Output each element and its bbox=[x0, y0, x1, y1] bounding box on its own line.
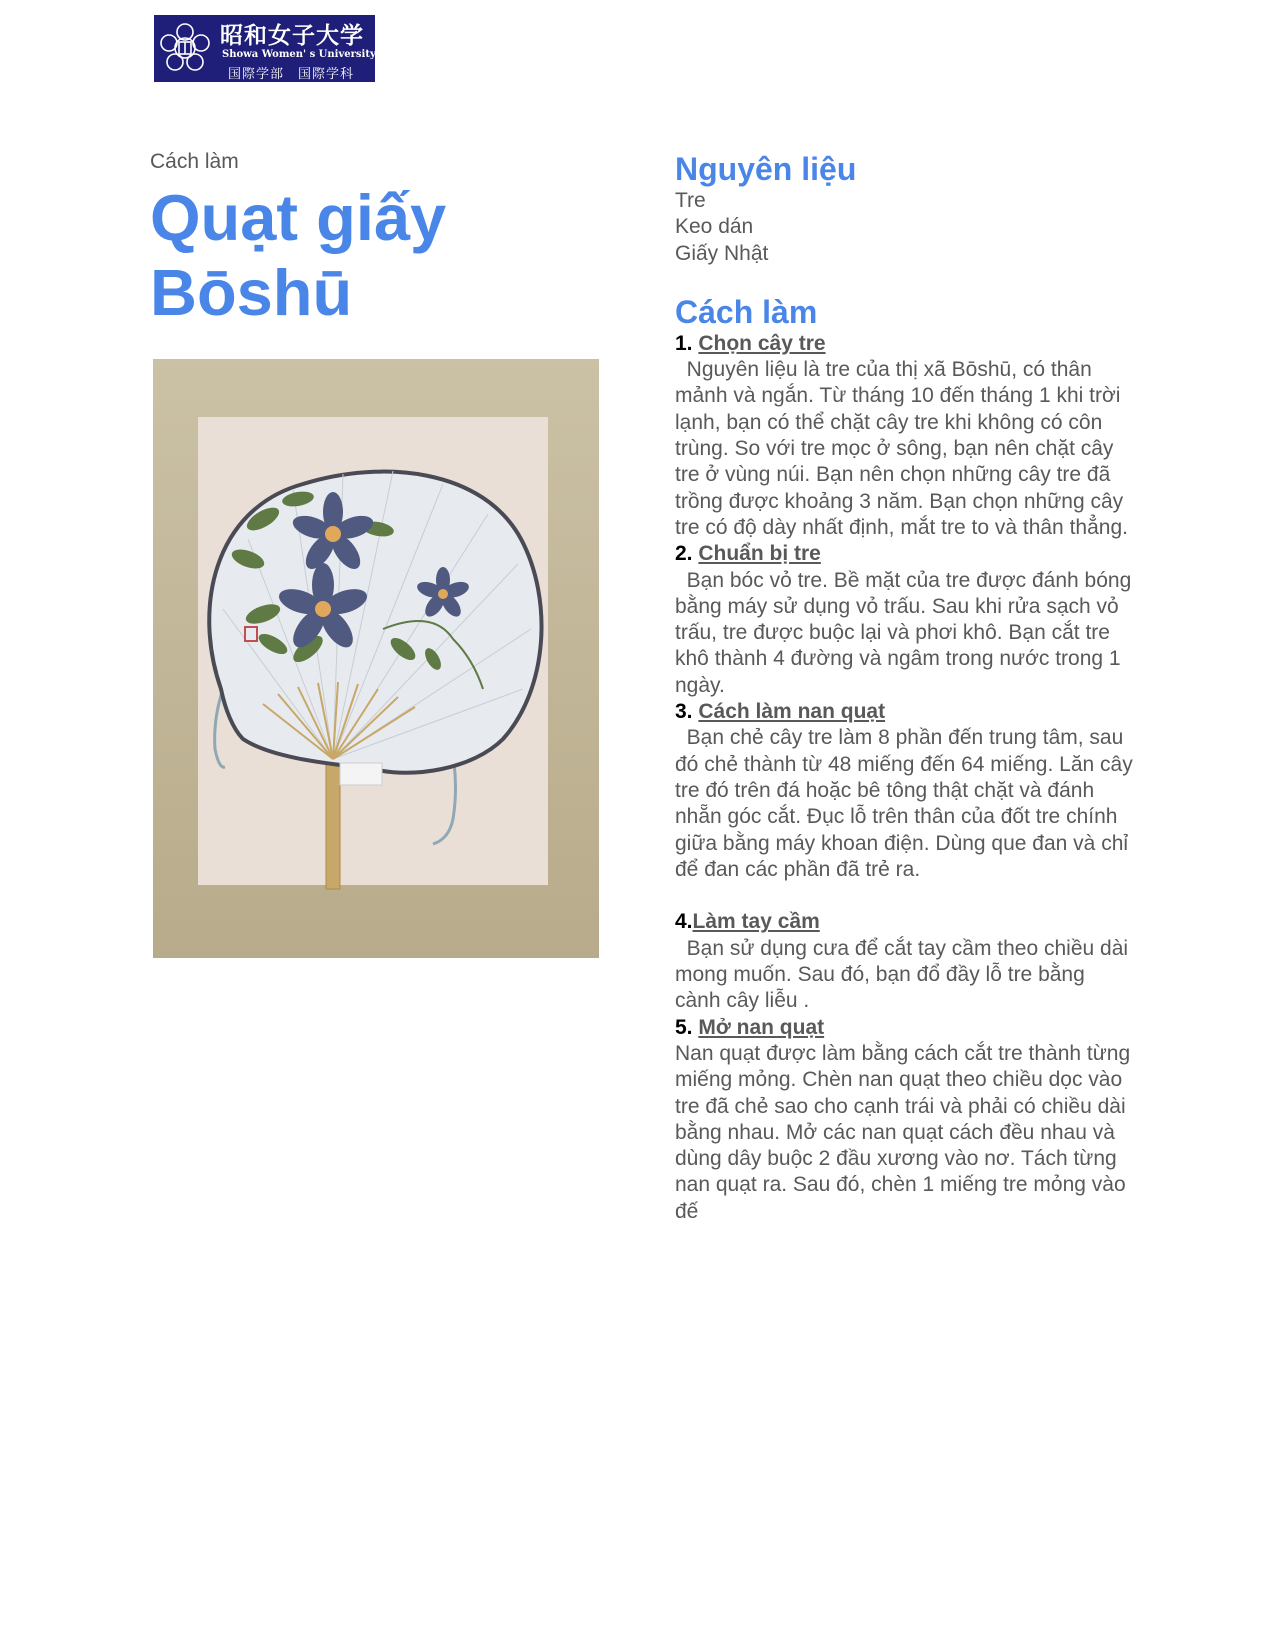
university-seal-icon bbox=[158, 21, 212, 75]
page-title bbox=[150, 180, 610, 330]
university-name-jp: 昭和女子大学 bbox=[220, 22, 364, 49]
step-heading bbox=[675, 541, 1135, 567]
step-text bbox=[675, 568, 1135, 699]
step-heading bbox=[675, 331, 1135, 357]
university-name-en: Showa Women' s University bbox=[222, 49, 376, 60]
step-title: Chuẩn bị tre bbox=[698, 542, 821, 566]
step-number: 3. bbox=[675, 700, 693, 724]
university-logo bbox=[154, 15, 375, 82]
step-text-body: Bạn bóc vỏ tre. Bề mặt của tre được đánh bóng bằng máy sử dụng vỏ trấu. Sau khi rửa sạch vỏ trấu, tre được buộc lại và phơi khô. Bạn cắt tre khô thành 4 đường và ngâm trong nước trong 1 ngày. bbox=[675, 568, 1132, 697]
step-number: 5. bbox=[675, 1015, 693, 1039]
step-text-body: Bạn sử dụng cưa để cắt tay cầm theo chiều dài mong muốn. Sau đó, bạn đổ đầy lỗ tre bằng cành cây liễu . bbox=[675, 936, 1129, 1013]
department-name: 国際学部 国際学科 bbox=[228, 67, 355, 82]
fan-photo bbox=[153, 359, 599, 958]
step-heading bbox=[675, 1015, 1135, 1041]
kicker-label: Cách làm bbox=[150, 150, 239, 173]
method-heading: Cách làm bbox=[675, 293, 818, 330]
step-title: Làm tay cầm bbox=[692, 910, 820, 934]
step-text-body: Nguyên liệu là tre của thị xã Bōshū, có thân mảnh và ngắn. Từ tháng 10 đến tháng 1 khi trời lạnh, bạn có thể chặt cây tre khi không có côn trùng. So với tre mọc ở sông, bạn nên chặt cây tre ở vùng núi. Bạn nên chọn những cây tre đã trồng được khoảng 3 năm. Bạn chọn những cây tre có độ dày nhất định, mắt tre to và thân thẳng. bbox=[675, 358, 1128, 539]
step-text bbox=[675, 357, 1135, 541]
step-heading bbox=[675, 699, 1135, 725]
material-item: Tre bbox=[675, 189, 706, 212]
step-text bbox=[675, 936, 1135, 1015]
materials-heading: Nguyên liệu bbox=[675, 151, 857, 187]
material-item: Keo dán bbox=[675, 215, 754, 239]
step-text-body: Bạn chẻ cây tre làm 8 phần đến trung tâm, sau đó chẻ thành từ 48 miếng đến 64 miếng. Lăn cây tre đó trên đá hoặc bê tông thật chặt và đánh nhẵn góc cắt. Đục lỗ trên thân của đốt tre chính giữa bằng máy khoan điện. Dùng que đan và chỉ để đan các phần đã trẻ ra. bbox=[675, 726, 1133, 881]
step-text bbox=[675, 725, 1135, 883]
step-text: Nan quạt được làm bằng cách cắt tre thành từng miếng mỏng. Chèn nan quạt theo chiều dọc vào tre đã chẻ sao cho cạnh trái và phải có chiều dài bằng nhau. Mở các nan quạt cách đều nhau và dùng dây buộc 2 đầu xương vào nơ. Tách từng nan quạt ra. Sau đó, chèn 1 miếng tre mỏng vào đế bbox=[675, 1041, 1131, 1223]
step-number: 2. bbox=[675, 542, 693, 566]
step-heading bbox=[675, 909, 1135, 935]
spacer bbox=[675, 883, 1135, 909]
step-title: Mở nan quạt bbox=[698, 1015, 825, 1039]
title-line-1: Quạt giấy bbox=[150, 181, 447, 254]
step-title: Chọn cây tre bbox=[698, 331, 826, 355]
step-title: Cách làm nan quạt bbox=[698, 700, 886, 724]
step-number: 4. bbox=[675, 910, 693, 934]
material-item: Giấy Nhật bbox=[675, 241, 769, 265]
step-number: 1. bbox=[675, 331, 693, 355]
title-line-2: Bōshū bbox=[150, 256, 353, 329]
right-column bbox=[675, 150, 1135, 1225]
